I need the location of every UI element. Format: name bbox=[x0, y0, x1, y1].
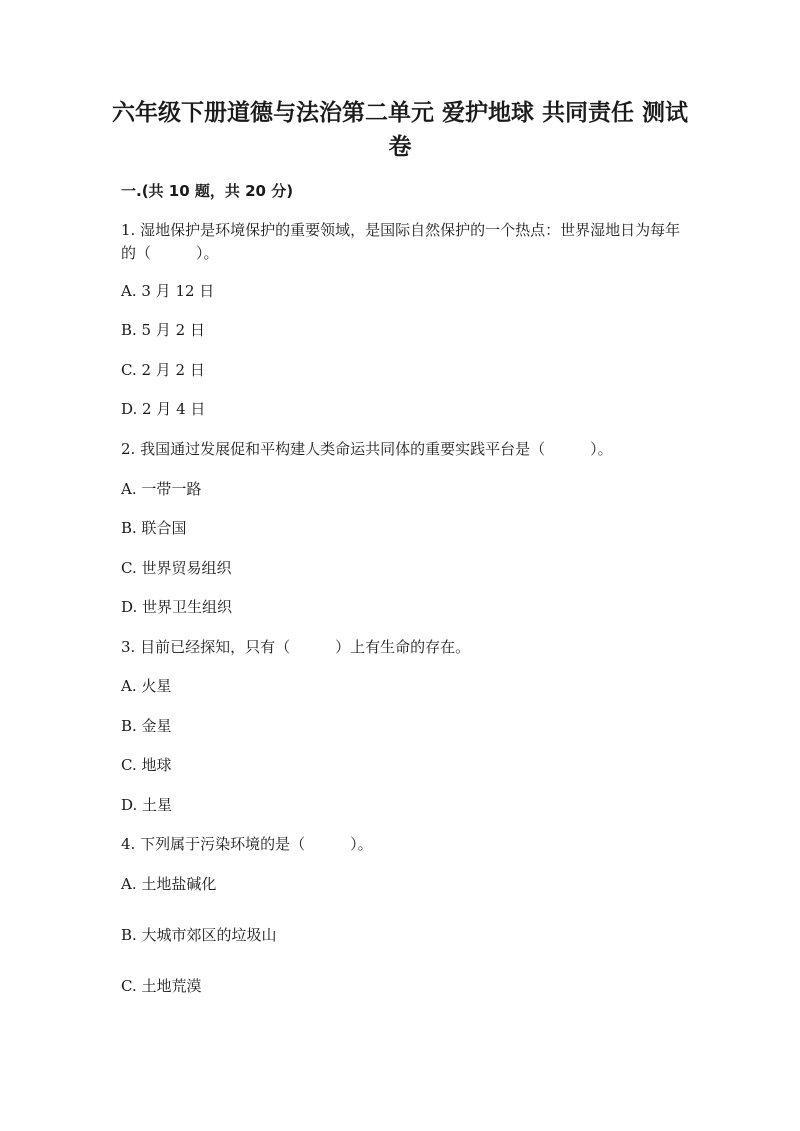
question-2-option-c: C. 世界贸易组织 bbox=[121, 559, 232, 577]
question-1-stem: 1. 湿地保护是环境保护的重要领域，是国际自然保护的一个热点：世界湿地日为每年的（ ）。 bbox=[121, 221, 681, 262]
question-2-option-b: B. 联合国 bbox=[121, 519, 187, 537]
section-heading: 一.(共 10 题，共 20 分) bbox=[121, 182, 294, 200]
question-3-option-b: B. 金星 bbox=[121, 717, 172, 735]
question-3-option-c: C. 地球 bbox=[121, 756, 172, 774]
question-4-option-a: A. 土地盐碱化 bbox=[121, 875, 217, 893]
question-2-option-d: D. 世界卫生组织 bbox=[121, 598, 233, 616]
question-2-option-a: A. 一带一路 bbox=[121, 480, 202, 498]
question-1-option-c: C. 2 月 2 日 bbox=[121, 361, 205, 379]
question-1-option-a: A. 3 月 12 日 bbox=[121, 282, 215, 300]
question-3-option-d: D. 土星 bbox=[121, 796, 173, 814]
question-2-stem: 2. 我国通过发展促和平构建人类命运共同体的重要实践平台是（ ）。 bbox=[121, 440, 613, 458]
question-1-option-d: D. 2 月 4 日 bbox=[121, 400, 206, 418]
question-3-option-a: A. 火星 bbox=[121, 677, 172, 695]
page-title: 六年级下册道德与法治第二单元 爱护地球 共同责任 测试卷 bbox=[111, 100, 689, 160]
question-4-option-c: C. 土地荒漠 bbox=[121, 977, 202, 995]
question-4-option-b: B. 大城市郊区的垃圾山 bbox=[121, 926, 277, 944]
question-3-stem: 3. 目前已经探知，只有（ ）上有生命的存在。 bbox=[121, 638, 471, 656]
question-4-stem: 4. 下列属于污染环境的是（ ）。 bbox=[121, 835, 373, 853]
question-1-option-b: B. 5 月 2 日 bbox=[121, 321, 205, 339]
